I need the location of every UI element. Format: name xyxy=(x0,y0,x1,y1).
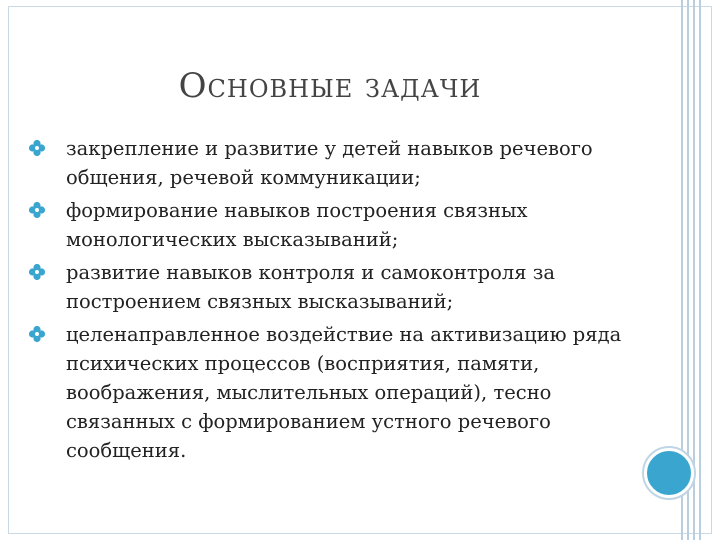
bullet-item xyxy=(28,258,638,316)
bullet-list xyxy=(28,134,638,469)
flower-bullet-icon xyxy=(28,139,46,157)
bullet-item xyxy=(28,320,638,465)
flower-bullet-icon xyxy=(28,263,46,281)
slide-title: Основные задачи xyxy=(178,66,482,106)
bullet-text: закрепление и развитие у детей навыков речевого общения, речевой коммуникации; xyxy=(66,137,593,189)
decor-vertical-line xyxy=(693,0,695,540)
decor-circle xyxy=(644,448,694,498)
bullet-item xyxy=(28,196,638,254)
flower-bullet-icon xyxy=(28,325,46,343)
bullet-text: развитие навыков контроля и самоконтроля за построением связных высказываний; xyxy=(66,261,556,313)
bullet-text: формирование навыков построения связных монологических высказываний; xyxy=(66,199,528,251)
flower-bullet-icon xyxy=(28,201,46,219)
bullet-item xyxy=(28,134,638,192)
bullet-text: целенаправленное воздействие на активизацию ряда психических процессов (восприятия, памяти, воображения, мыслительных операций), тесно связанных с формированием устного речевого сообщения. xyxy=(66,323,622,462)
decor-vertical-line xyxy=(699,0,701,540)
